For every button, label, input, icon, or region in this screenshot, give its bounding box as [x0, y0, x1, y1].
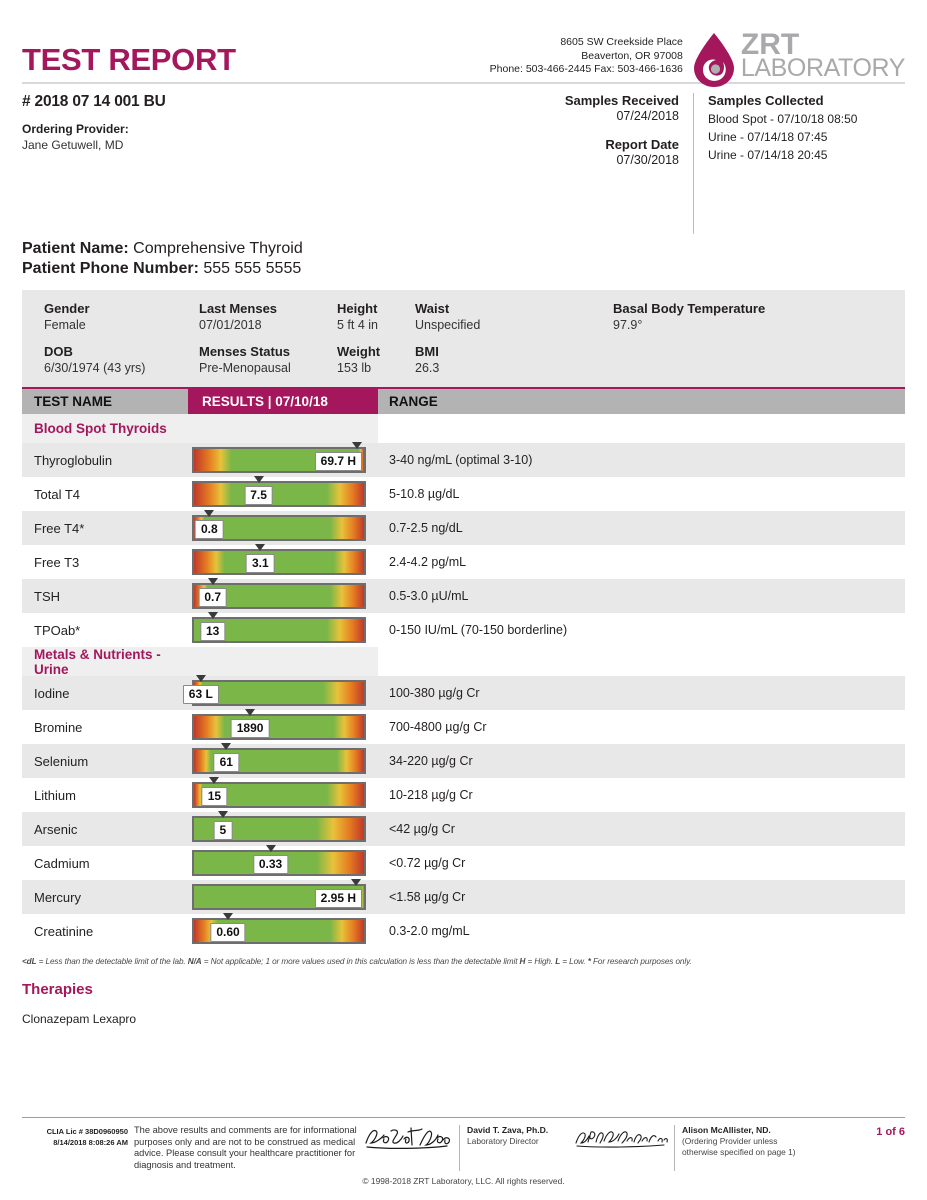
- table-row: [22, 880, 905, 914]
- range-meter: [192, 617, 366, 643]
- value-marker: [254, 476, 264, 483]
- signer-david-zava-info: [459, 1125, 569, 1171]
- clia-block: [22, 1125, 134, 1171]
- table-section-header: [22, 414, 905, 443]
- section-spacer: [188, 647, 378, 676]
- value-bubble: 63 L: [183, 685, 219, 704]
- copyright-notice: © 1998-2018 ZRT Laboratory, LLC. All rights reserved.: [362, 1176, 565, 1186]
- test-name-cell: Selenium: [34, 753, 89, 769]
- result-meter-cell: [188, 511, 378, 545]
- reference-range-cell: <0.72 µg/g Cr: [389, 856, 466, 870]
- result-meter-cell: [188, 744, 378, 778]
- therapies-body: Clonazepam Lexapro: [22, 1012, 137, 1026]
- section-title: Blood Spot Thyroids: [34, 421, 167, 436]
- result-meter-cell: [188, 778, 378, 812]
- report-date-value: 07/30/2018: [616, 153, 679, 167]
- value-bubble: 7.5: [244, 486, 273, 505]
- demographic-height: [337, 301, 415, 332]
- result-meter-cell: [188, 579, 378, 613]
- demographics-row-2: [44, 344, 883, 375]
- test-name-cell: Total T4: [34, 486, 81, 502]
- value-marker: [351, 879, 361, 886]
- reference-range-cell: <1.58 µg/g Cr: [389, 890, 466, 904]
- range-meter: [192, 884, 366, 910]
- reference-range-cell: 2.4-4.2 pg/mL: [389, 555, 467, 569]
- address-line-1: 8605 SW Creekside Place: [560, 36, 683, 48]
- menses-status-label: Menses Status: [199, 344, 291, 359]
- table-row: [22, 545, 905, 579]
- value-bubble: 0.7: [198, 588, 227, 607]
- reference-range-cell: 0.3-2.0 mg/mL: [389, 924, 470, 938]
- footer-disclaimer: The above results and comments are for informational purposes only and are not to be construed as medical advice. Please consult your healthcare practitioner for diagnosis and treatment.: [134, 1125, 357, 1170]
- table-row: [22, 744, 905, 778]
- reference-range-cell: 100-380 µg/g Cr: [389, 686, 480, 700]
- table-header-row: [22, 389, 905, 414]
- footnote-h-key: H: [519, 957, 526, 966]
- value-bubble: 1890: [231, 719, 270, 738]
- therapies-heading: Therapies: [22, 981, 93, 998]
- footnote-dl-key: <dL: [22, 957, 37, 966]
- value-marker: [221, 743, 231, 750]
- waist-label: Waist: [415, 301, 450, 316]
- value-bubble: 69.7 H: [315, 452, 362, 471]
- range-meter: [192, 748, 366, 774]
- reference-range-cell: 34-220 µg/g Cr: [389, 754, 473, 768]
- meter-gradient: [194, 483, 364, 505]
- demographic-gender: [44, 301, 199, 332]
- demographic-menses-status: [199, 344, 337, 375]
- result-meter-cell: [188, 443, 378, 477]
- range-meter: [192, 714, 366, 740]
- value-marker: [245, 709, 255, 716]
- value-marker: [223, 913, 233, 920]
- weight-value: 153 lb: [337, 361, 372, 375]
- demographic-last-menses: [199, 301, 337, 332]
- logo-zrt-text: ZRT: [740, 28, 800, 61]
- menses-status-value: Pre-Menopausal: [199, 361, 291, 375]
- value-marker: [266, 845, 276, 852]
- footnote-na-key: N/A: [187, 957, 202, 966]
- table-row: [22, 676, 905, 710]
- samples-received-date: 07/24/2018: [616, 109, 679, 123]
- signature-icon: [363, 1126, 455, 1152]
- signer1-name: David T. Zava, Ph.D.: [467, 1125, 549, 1135]
- test-name-cell: Iodine: [34, 685, 70, 701]
- table-body: [22, 414, 905, 948]
- lab-address: [490, 30, 691, 77]
- test-name-cell: TPOab*: [34, 622, 81, 638]
- result-meter-cell: [188, 812, 378, 846]
- table-row: [22, 511, 905, 545]
- range-meter: [192, 481, 366, 507]
- footnote-star-key: *: [587, 957, 591, 966]
- gender-label: Gender: [44, 301, 90, 316]
- patient-name-label: Patient Name:: [22, 240, 129, 257]
- value-bubble: 5: [214, 821, 233, 840]
- last-menses-label: Last Menses: [199, 301, 278, 316]
- reference-range-cell: 10-218 µg/g Cr: [389, 788, 473, 802]
- patient-section: [22, 234, 905, 278]
- reference-range-cell: 700-4800 µg/g Cr: [389, 720, 487, 734]
- signer1-role: Laboratory Director: [467, 1136, 539, 1146]
- signature-david-zava: [359, 1125, 459, 1171]
- logo-wordmark: [740, 28, 905, 82]
- footnote-dl-text: = Less than the detectable limit of the lab.: [36, 957, 188, 966]
- range-meter: [192, 782, 366, 808]
- value-bubble: 0.60: [210, 923, 245, 942]
- range-meter: [188, 680, 366, 706]
- value-marker: [352, 442, 362, 449]
- table-row: [22, 443, 905, 477]
- result-meter-cell: [188, 880, 378, 914]
- table-row: [22, 812, 905, 846]
- meter-gradient: [194, 716, 364, 738]
- value-marker: [196, 675, 206, 682]
- test-name-cell: Cadmium: [34, 855, 90, 871]
- page-footer: [22, 1117, 905, 1186]
- table-footnote: [22, 956, 905, 967]
- result-meter-cell: [188, 914, 378, 948]
- signer2-role: (Ordering Provider unless otherwise specified on page 1): [682, 1136, 796, 1157]
- weight-label: Weight: [337, 344, 381, 359]
- value-bubble: 0.33: [253, 855, 288, 874]
- patient-demographics: [22, 290, 905, 387]
- test-name-cell: Free T3: [34, 554, 80, 570]
- test-name-cell: Bromine: [34, 719, 83, 735]
- test-name-cell: Arsenic: [34, 821, 78, 837]
- signature-alison-mcallister: [569, 1125, 674, 1171]
- meter-gradient: [194, 682, 364, 704]
- address-line-2: Beaverton, OR 97008: [581, 49, 683, 62]
- footnote-h-text: = High.: [525, 957, 556, 966]
- test-name-cell: Mercury: [34, 889, 81, 905]
- range-meter: [192, 850, 366, 876]
- column-header-test-name: TEST NAME: [22, 389, 188, 414]
- height-value: 5 ft 4 in: [337, 318, 378, 332]
- reference-range-cell: 0.7-2.5 ng/dL: [389, 521, 463, 535]
- demographic-basal-body-temperature: [613, 301, 883, 332]
- footnote-l-text: = Low.: [560, 957, 588, 966]
- range-meter: [192, 549, 366, 575]
- gender-value: Female: [44, 318, 86, 332]
- table-row: [22, 778, 905, 812]
- clia-timestamp: 8/14/2018 8:08:26 AM: [53, 1138, 128, 1147]
- waist-value: Unspecified: [415, 318, 481, 332]
- patient-name-line: [22, 240, 905, 258]
- page-indicator: 1 of 6: [876, 1126, 905, 1138]
- reference-range-cell: 0-150 IU/mL (70-150 borderline): [389, 623, 568, 637]
- value-marker: [209, 777, 219, 784]
- range-meter: [192, 918, 366, 944]
- patient-phone-label: Patient Phone Number:: [22, 260, 199, 277]
- droplet-icon: [691, 32, 737, 88]
- value-marker: [255, 544, 265, 551]
- range-meter: [192, 583, 366, 609]
- demographic-waist: [415, 301, 613, 332]
- bbt-label: Basal Body Temperature: [613, 301, 766, 316]
- table-section-header: [22, 647, 905, 676]
- bbt-value: 97.9°: [613, 318, 643, 332]
- last-menses-value: 07/01/2018: [199, 318, 262, 332]
- page-title: TEST REPORT: [22, 42, 236, 77]
- value-bubble: 2.95 H: [315, 889, 362, 908]
- test-name-cell: Creatinine: [34, 923, 94, 939]
- footnote-na-text: = Not applicable; 1 or more values used in this calculation is less than the detectable limit: [201, 957, 520, 966]
- report-header: [22, 0, 905, 82]
- dob-label: DOB: [44, 344, 73, 359]
- identification-strip: [22, 84, 905, 234]
- column-header-results: RESULTS | 07/10/18: [188, 389, 378, 414]
- height-label: Height: [337, 301, 378, 316]
- test-name-cell: Thyroglobulin: [34, 452, 113, 468]
- reference-range-cell: 5-10.8 µg/dL: [389, 487, 460, 501]
- value-bubble: 15: [202, 787, 227, 806]
- accession-number: # 2018 07 14 001 BU: [22, 93, 166, 110]
- result-meter-cell: [188, 613, 378, 647]
- reference-range-cell: <42 µg/g Cr: [389, 822, 455, 836]
- table-row: [22, 846, 905, 880]
- dates-block: [503, 93, 693, 234]
- section-title: Metals & Nutrients - Urine: [34, 646, 161, 677]
- sample-collected-item: Urine - 07/14/18 20:45: [708, 148, 828, 162]
- value-marker: [208, 612, 218, 619]
- footnote-l-key: L: [555, 957, 561, 966]
- dob-value: 6/30/1974 (43 yrs): [44, 361, 146, 375]
- bmi-value: 26.3: [415, 361, 440, 375]
- demographics-row-1: [44, 301, 883, 332]
- result-meter-cell: [188, 545, 378, 579]
- patient-phone-value: 555 555 5555: [203, 260, 302, 277]
- range-meter: [192, 447, 366, 473]
- value-marker: [204, 510, 214, 517]
- result-meter-cell: [188, 676, 378, 710]
- test-name-cell: Lithium: [34, 787, 76, 803]
- test-name-cell: Free T4*: [34, 520, 85, 536]
- sample-collected-item: Blood Spot - 07/10/18 08:50: [708, 112, 858, 126]
- section-spacer: [378, 414, 905, 443]
- logo-laboratory-text: LABORATORY: [740, 53, 905, 82]
- table-row: [22, 613, 905, 647]
- value-bubble: 13: [200, 622, 225, 641]
- reference-range-cell: 3-40 ng/mL (optimal 3-10): [389, 453, 533, 467]
- result-meter-cell: [188, 846, 378, 880]
- result-meter-cell: [188, 477, 378, 511]
- patient-phone-line: [22, 260, 905, 278]
- value-marker: [218, 811, 228, 818]
- ordering-provider-label: Ordering Provider:: [22, 122, 129, 136]
- report-date-label: Report Date: [605, 137, 679, 152]
- table-row: [22, 579, 905, 613]
- value-bubble: 61: [214, 753, 239, 772]
- column-header-range: RANGE: [378, 389, 905, 414]
- clia-license: CLIA Lic # 38D0960950: [46, 1127, 128, 1136]
- demographic-bmi: [415, 344, 613, 375]
- meter-gradient: [194, 551, 364, 573]
- sample-collected-item: Urine - 07/14/18 07:45: [708, 130, 828, 144]
- section-spacer: [378, 647, 905, 676]
- samples-collected-label: Samples Collected: [708, 93, 824, 108]
- value-bubble: 3.1: [246, 554, 275, 573]
- signer2-name: Alison McAllister, ND.: [682, 1125, 771, 1135]
- range-meter: [192, 515, 366, 541]
- patient-name-value: Comprehensive Thyroid: [133, 240, 303, 257]
- value-bubble: 0.8: [195, 520, 224, 539]
- reference-range-cell: 0.5-3.0 µU/mL: [389, 589, 469, 603]
- range-meter: [192, 816, 366, 842]
- test-name-cell: TSH: [34, 588, 60, 604]
- samples-collected-block: [693, 93, 905, 234]
- signature-icon: [574, 1128, 670, 1148]
- ordering-provider-name: Jane Getuwell, MD: [22, 138, 124, 152]
- footnote-star-text: For research purposes only.: [590, 957, 692, 966]
- zrt-logo: [691, 30, 905, 88]
- samples-received-label: Samples Received: [564, 93, 679, 108]
- result-meter-cell: [188, 710, 378, 744]
- value-marker: [208, 578, 218, 585]
- address-line-3: Phone: 503-466-2445 Fax: 503-466-1636: [489, 63, 683, 75]
- table-row: [22, 477, 905, 511]
- demographic-dob: [44, 344, 199, 375]
- bmi-label: BMI: [415, 344, 439, 359]
- signer-alison-mcallister-info: [674, 1125, 804, 1171]
- results-table: [22, 387, 905, 948]
- section-spacer: [188, 414, 378, 443]
- table-row: [22, 914, 905, 948]
- accession-block: [22, 93, 503, 234]
- table-row: [22, 710, 905, 744]
- demographic-weight: [337, 344, 415, 375]
- footer-content: [22, 1118, 905, 1171]
